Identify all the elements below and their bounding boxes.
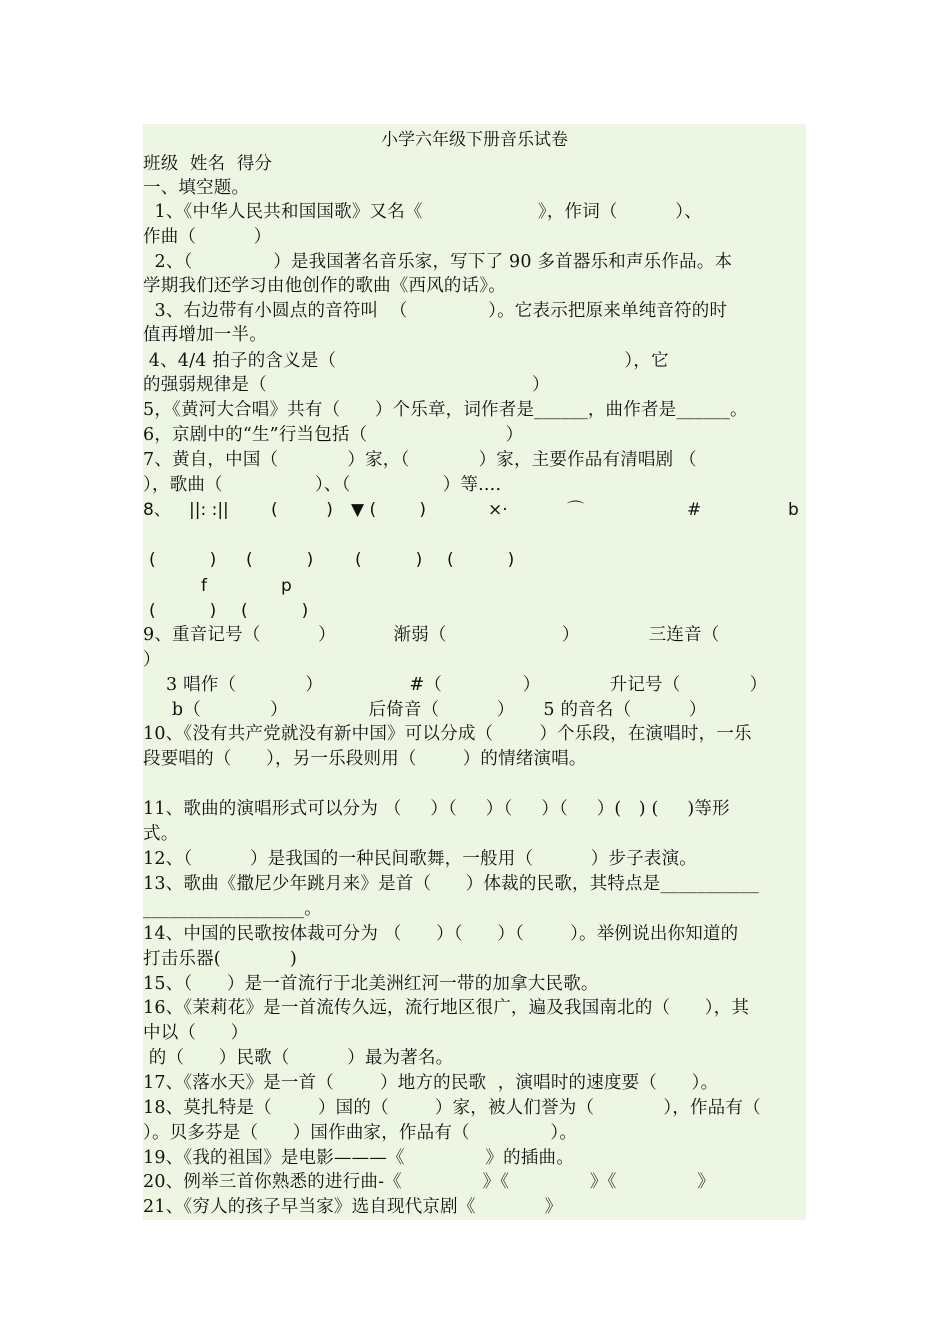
question-9-line-2: ）: [143, 650, 161, 670]
question-16-line-2: 中以（ ）: [143, 1023, 249, 1043]
question-13-line-2: __________________。: [143, 899, 322, 919]
question-9-line-1: 9、重音记号（ ） 渐弱（ ） 三连音（: [143, 625, 720, 645]
exam-title: 小学六年级下册音乐试卷: [381, 130, 568, 150]
dotted-note-symbol: ×·: [488, 500, 508, 520]
flat-symbol: b: [788, 500, 799, 520]
question-1-line-1: 1、《中华人民共和国国歌》又名《 》，作词（ ）、: [143, 202, 702, 222]
question-4-line-1: 4、4/4 拍子的含义是（ ），它: [143, 351, 669, 371]
question-3-line-2: 值再增加一半。: [143, 325, 267, 345]
question-16-line-3: 的（ ）民歌（ ）最为著名。: [143, 1048, 454, 1068]
answer-blank-5: ( ): [149, 601, 217, 621]
question-4-line-2: 的强弱规律是（ ）: [143, 375, 550, 395]
question-1-line-2: 作曲（ ）: [143, 227, 272, 247]
exam-paper: [143, 124, 806, 1220]
question-9-line-4: b（ ） 后倚音（ ） 5 的音名（ ）: [143, 700, 707, 720]
question-12-line: 12、（ ）是我国的一种民间歌舞，一般用（ ）步子表演。: [143, 849, 697, 869]
answer-blank-6: ( ): [241, 601, 309, 621]
question-2-line-2: 学期我们还学习由他创作的歌曲《西风的话》。: [143, 276, 506, 296]
section-heading: 一、填空题。: [143, 178, 250, 198]
question-9-line-3: 3 唱作（ ） #（ ） 升记号（ ）: [143, 675, 768, 695]
student-info-line: 班级 姓名 得分: [143, 154, 273, 174]
question-7-line-2: ），歌曲（ ）、（ ）等....: [143, 475, 502, 495]
answer-blank-2: ( ): [246, 550, 314, 570]
fermata-symbol: ▼ ( ): [351, 500, 426, 520]
question-6-line: 6，京剧中的“生”行当包括（ ）: [143, 425, 524, 445]
question-11-line-1: 11、歌曲的演唱形式可以分为 （ ）（ ）（ ）（ ）( ) ( )等形: [143, 799, 730, 819]
question-17-line: 17、《落水天》是一首（ ）地方的民歌 ，演唱时的速度要（ ）。: [143, 1073, 719, 1093]
question-13-line-1: 13、歌曲《撒尼少年跳月来》是首（ ）体裁的民歌，其特点是___________: [143, 874, 759, 894]
question-14-line-1: 14、中国的民歌按体裁可分为 （ ）（ ）（ ）。举例说出你知道的: [143, 924, 739, 944]
sharp-symbol: #: [687, 500, 702, 520]
question-2-line-1: 2、（ ）是我国著名音乐家，写下了 90 多首器乐和声乐作品。本: [143, 252, 733, 272]
question-10-line-2: 段要唱的（ ），另一乐段则用（ ）的情绪演唱。: [143, 749, 587, 769]
repeat-sign-symbol: ||: :||: [189, 500, 229, 520]
forte-symbol: f: [201, 576, 207, 596]
question-11-line-2: 式。: [143, 824, 179, 844]
question-19-line: 19、《我的祖国》是电影———《 》的插曲。: [143, 1148, 574, 1168]
question-8-number: 8、: [143, 500, 171, 520]
answer-blank-3: ( ): [355, 550, 423, 570]
answer-blank-1: ( ): [149, 550, 217, 570]
question-18-line-1: 18、莫扎特是（ ）国的（ ）家，被人们誉为（ ），作品有（: [143, 1098, 761, 1118]
piano-symbol: p: [281, 576, 292, 596]
answer-blank-4: ( ): [447, 550, 515, 570]
tie-symbol: ⌒: [567, 500, 584, 520]
question-7-line-1: 7、黄自，中国（ ）家，（ ）家，主要作品有清唱剧 （: [143, 450, 697, 470]
question-18-line-2: ）。贝多芬是（ ）国作曲家，作品有（ ）。: [143, 1123, 578, 1143]
question-21-line: 21、《穷人的孩子早当家》选自现代京剧《 》: [143, 1197, 563, 1217]
question-10-line-1: 10、《没有共产党就没有新中国》可以分成（ ）个乐段，在演唱时，一乐: [143, 724, 752, 744]
question-20-line: 20、例举三首你熟悉的进行曲-《 》《 》《 》: [143, 1172, 715, 1192]
question-14-line-2: 打击乐器( ): [143, 949, 298, 969]
symbol-blank-1: ( ): [271, 500, 333, 520]
question-16-line-1: 16、《茉莉花》是一首流传久远，流行地区很广，遍及我国南北的（ ），其: [143, 998, 750, 1018]
question-3-line-1: 3、右边带有小圆点的音符叫 （ ）。它表示把原来单纯音符的时: [143, 301, 728, 321]
question-15-line: 15、（ ）是一首流行于北美洲红河一带的加拿大民歌。: [143, 974, 599, 994]
question-5-line: 5，《黄河大合唱》共有（ ）个乐章，词作者是______，曲作者是______。: [143, 400, 748, 420]
